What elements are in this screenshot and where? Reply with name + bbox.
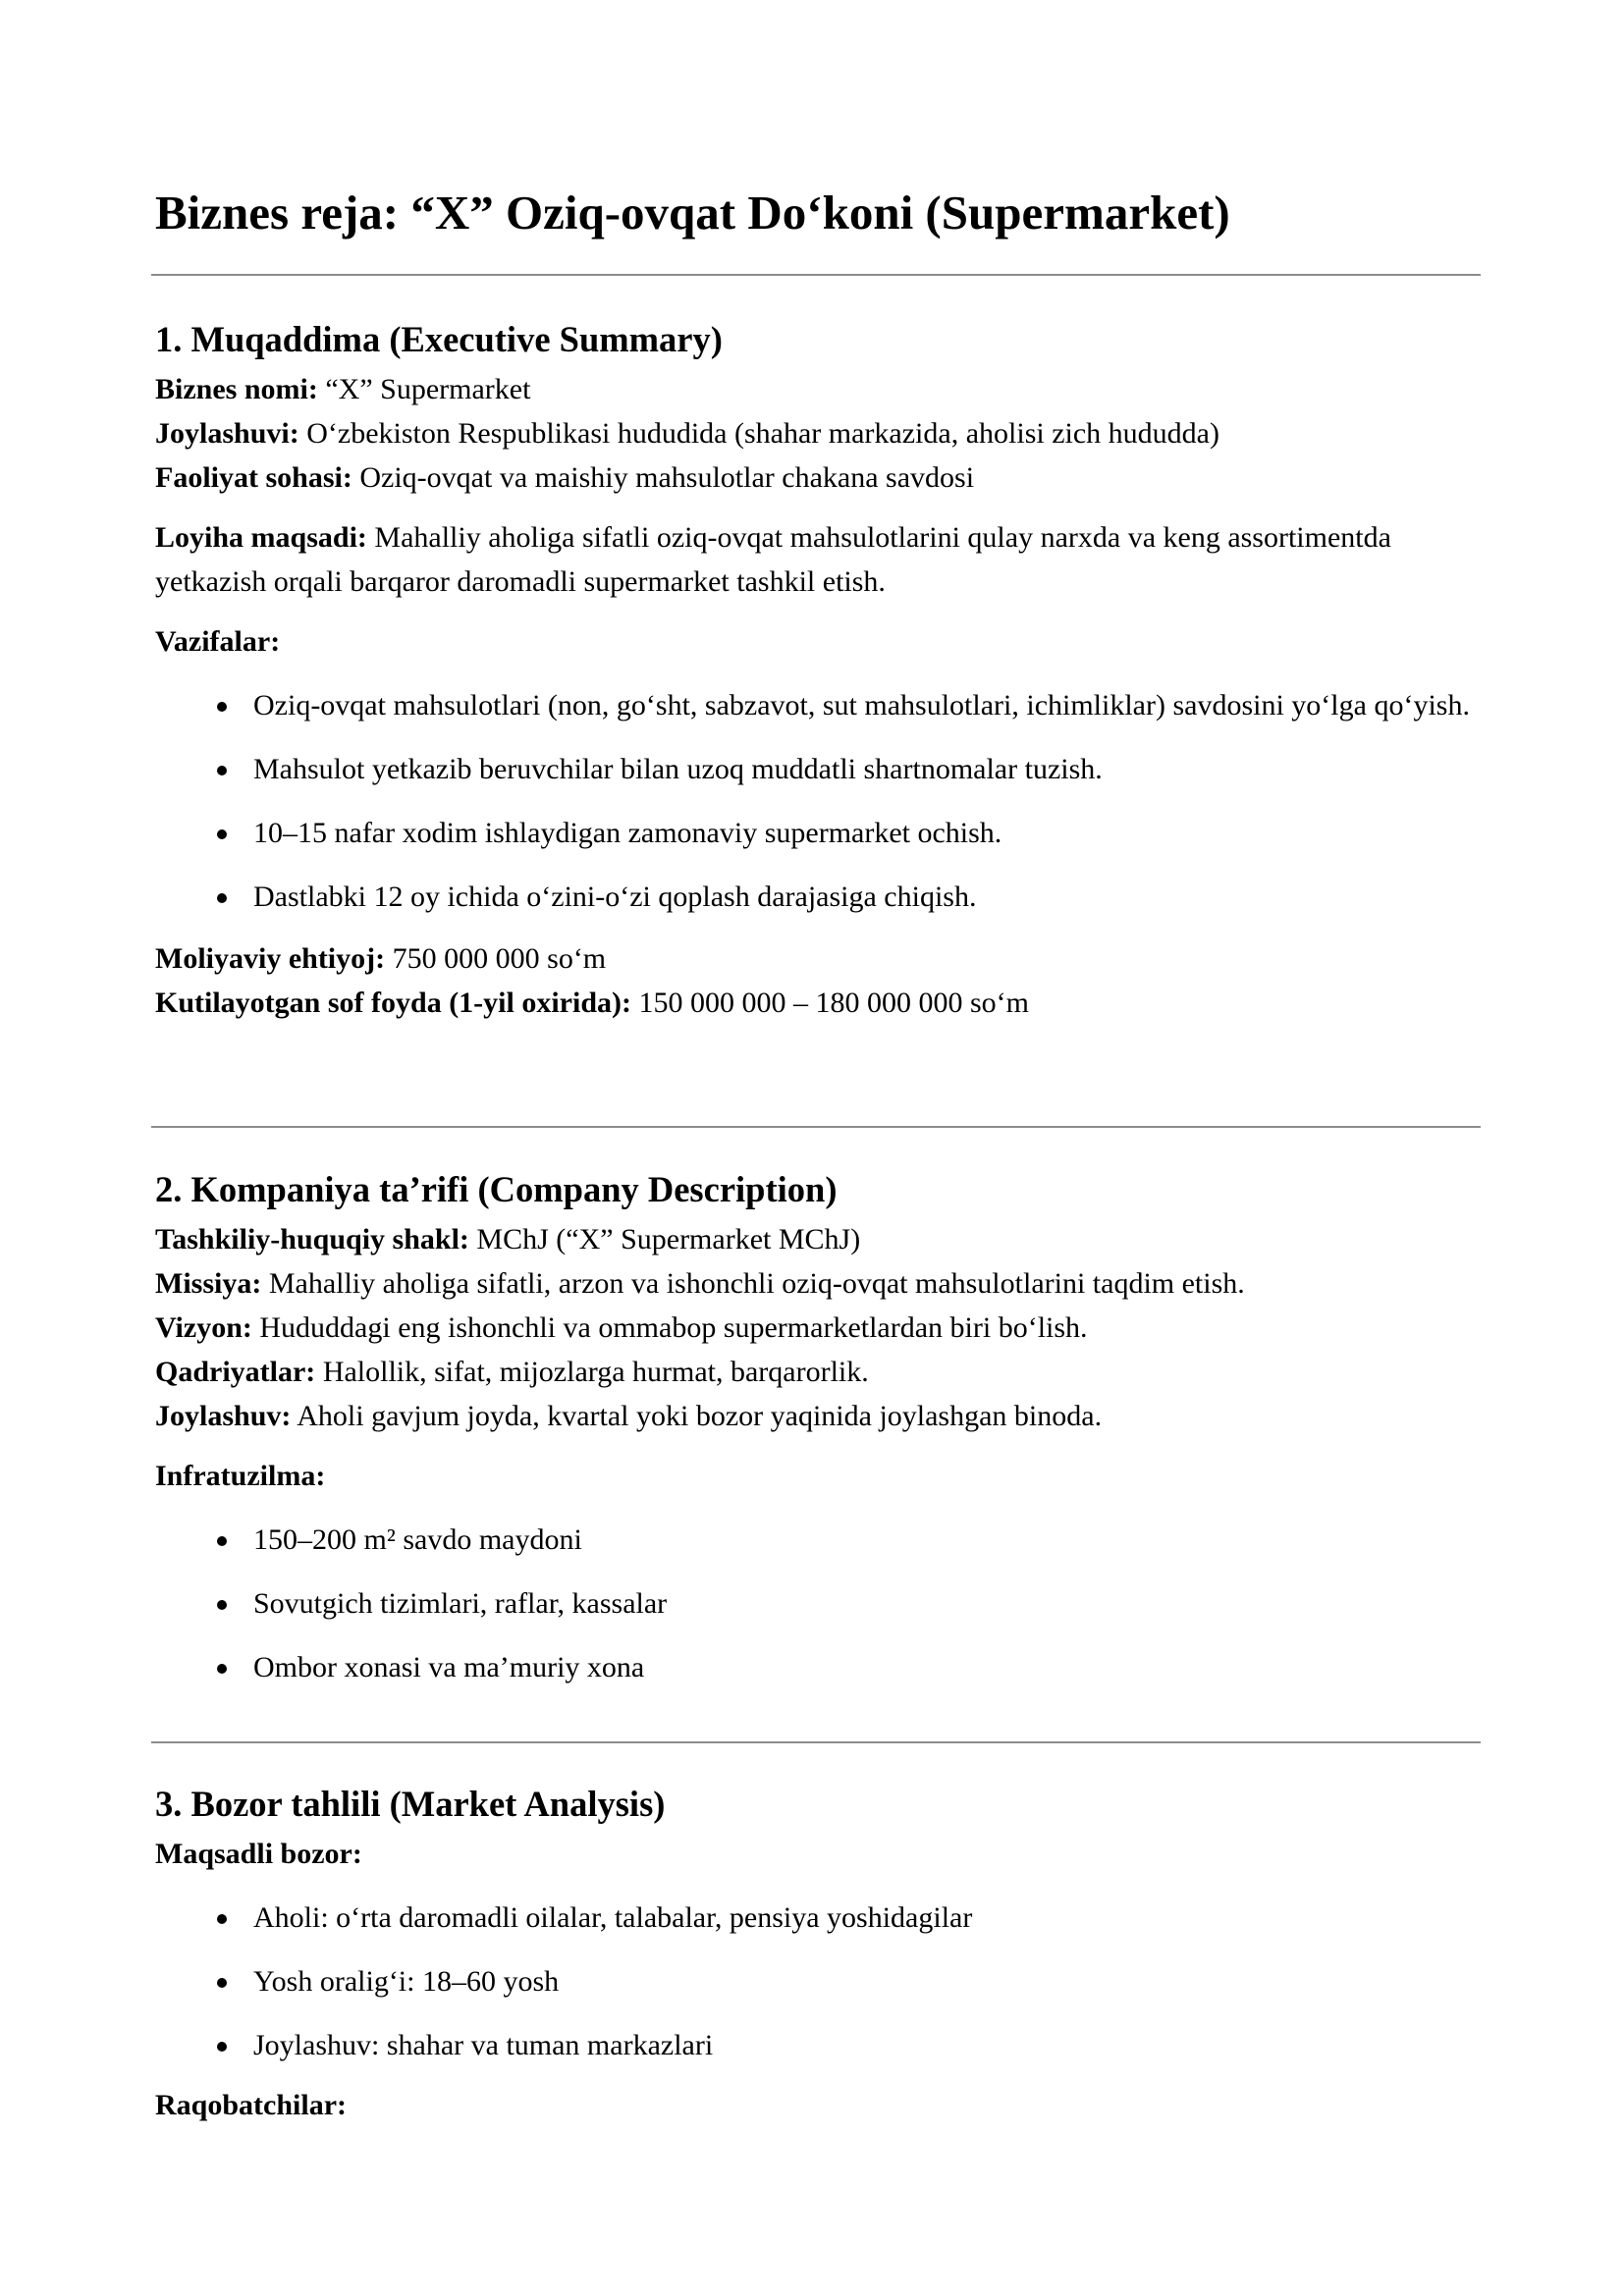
list-item: Sovutgich tizimlari, raflar, kassalar (155, 1581, 1481, 1626)
document-title: Biznes reja: “X” Oziq-ovqat Do‘koni (Supermarket) (155, 186, 1230, 240)
bullet-icon (217, 893, 227, 903)
bullet-icon (217, 1978, 227, 1988)
info-line: Tashkiliy-huquqiy shakl: MChJ (“X” Supermarket MChJ) (155, 1223, 861, 1255)
bullet-icon (217, 1664, 227, 1674)
project-goal: Loyiha maqsadi: Mahalliy aholiga sifatli oziq-ovqat mahsulotlarini qulay narxda va keng assortimentda yetkazish orqali barqaror daromadli supermarket tashkil etish. (155, 521, 1391, 598)
list-item: Ombor xonasi va ma’muriy xona (155, 1645, 1481, 1689)
section-executive-summary (155, 318, 1481, 1025)
info-line: Biznes nomi: “X” Supermarket (155, 373, 531, 405)
list-item: Oziq-ovqat mahsulotlari (non, go‘sht, sabzavot, sut mahsulotlari, ichimliklar) savdosini yo‘lga qo‘yish. (155, 683, 1481, 727)
bullet-icon (217, 1914, 227, 1924)
infrastructure-list (155, 1518, 1481, 1689)
bullet-icon (217, 1600, 227, 1610)
list-item: 150–200 m² savdo maydoni (155, 1518, 1481, 1562)
bullet-icon (217, 829, 227, 839)
info-line: Vizyon: Hududdagi eng ishonchli va ommabop supermarketlardan biri bo‘lish. (155, 1311, 1088, 1344)
infrastructure-label: Infratuzilma: (155, 1460, 326, 1492)
info-line: Kutilayotgan sof foyda (1-yil oxirida): 150 000 000 – 180 000 000 so‘m (155, 987, 1029, 1019)
target-market-label: Maqsadli bozor: (155, 1838, 362, 1870)
info-line: Joylashuv: Aholi gavjum joyda, kvartal yoki bozor yaqinida joylashgan binoda. (155, 1400, 1103, 1432)
company-info (155, 1217, 1481, 1438)
list-item: Yosh oralig‘i: 18–60 yosh (155, 1959, 1481, 2003)
list-item: Dastlabki 12 oy ichida o‘zini-o‘zi qoplash darajasiga chiqish. (155, 875, 1481, 919)
section-market-analysis (155, 1783, 1481, 2127)
list-item: 10–15 nafar xodim ishlaydigan zamonaviy supermarket ochish. (155, 811, 1481, 855)
business-info (155, 367, 1481, 500)
list-item: Mahsulot yetkazib beruvchilar bilan uzoq muddatli shartnomalar tuzish. (155, 747, 1481, 791)
bullet-icon (217, 766, 227, 775)
financial-summary (155, 936, 1481, 1025)
bullet-icon (217, 2042, 227, 2052)
list-item: Aholi: o‘rta daromadli oilalar, talabalar, pensiya yoshidagilar (155, 1896, 1481, 1940)
info-line: Moliyaviy ehtiyoj: 750 000 000 so‘m (155, 942, 607, 975)
section-heading: 3. Bozor tahlili (Market Analysis) (155, 1784, 666, 1824)
tasks-label: Vazifalar: (155, 625, 281, 658)
divider (151, 1126, 1481, 1128)
competitors-label: Raqobatchilar: (155, 2089, 347, 2121)
list-item: Joylashuv: shahar va tuman markazlari (155, 2023, 1481, 2067)
divider (151, 1741, 1481, 1743)
section-heading: 1. Muqaddima (Executive Summary) (155, 319, 723, 359)
info-line: Qadriyatlar: Halollik, sifat, mijozlarga hurmat, barqarorlik. (155, 1356, 869, 1388)
target-market-list (155, 1896, 1481, 2067)
info-line: Missiya: Mahalliy aholiga sifatli, arzon va ishonchli oziq-ovqat mahsulotlarini taqdim etish. (155, 1267, 1245, 1300)
section-heading: 2. Kompaniya ta’rifi (Company Description) (155, 1169, 838, 1209)
bullet-icon (217, 1536, 227, 1546)
section-company-description (155, 1168, 1481, 1689)
info-line: Faoliyat sohasi: Oziq-ovqat va maishiy mahsulotlar chakana savdosi (155, 461, 975, 494)
divider (151, 274, 1481, 276)
info-line: Joylashuvi: O‘zbekiston Respublikasi hududida (shahar markazida, aholisi zich hududda) (155, 417, 1219, 450)
tasks-list (155, 683, 1481, 919)
bullet-icon (217, 702, 227, 712)
